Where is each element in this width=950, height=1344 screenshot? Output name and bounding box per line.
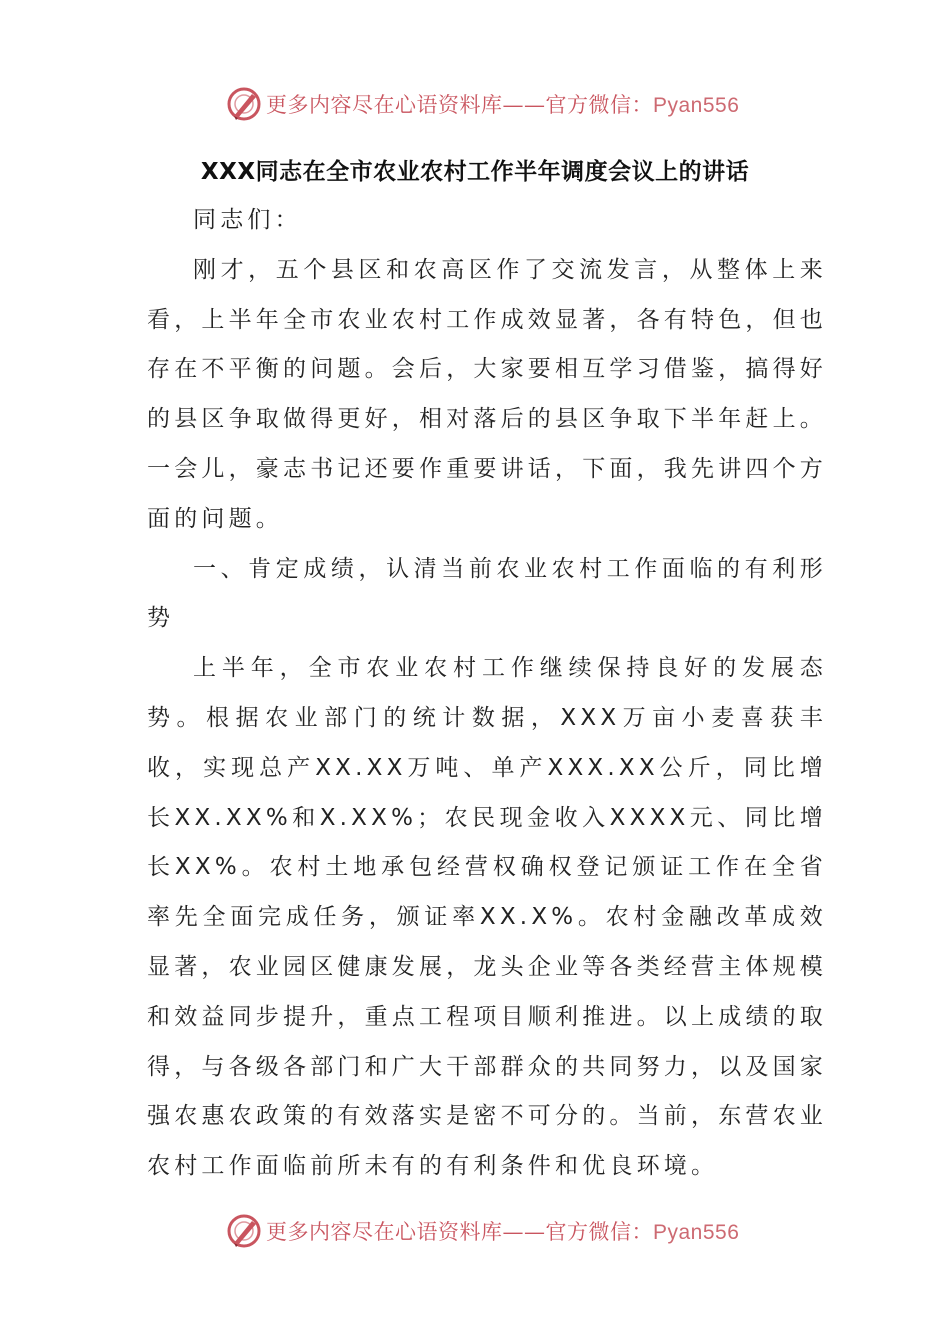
document-body xyxy=(147,196,827,1192)
banner-prefix: 更多内容尽在心语资料库——官方微信： xyxy=(266,93,653,117)
pen-logo-icon xyxy=(226,86,262,122)
salutation: 同志们： xyxy=(193,207,302,233)
banner-text xyxy=(266,89,739,119)
wechat-account: Pyan556 xyxy=(653,1221,740,1244)
banner-text xyxy=(266,1216,739,1246)
paragraph-intro: 刚才，五个县区和农高区作了交流发言，从整体上来看，上半年全市农业农村工作成效显著，各有特色，但也存在不平衡的问题。会后，大家要相互学习借鉴，搞得好的县区争取做得更好，相对落后的县区争取下半年赶上。一会儿，豪志书记还要作重要讲话，下面，我先讲四个方面的问题。 xyxy=(147,256,827,532)
pen-logo-icon xyxy=(226,1213,262,1249)
wechat-account: Pyan556 xyxy=(653,94,740,117)
footer-banner xyxy=(226,1211,739,1251)
banner-prefix: 更多内容尽在心语资料库——官方微信： xyxy=(266,1220,653,1244)
paragraph-achievements: 上半年，全市农业农村工作继续保持良好的发展态势。根据农业部门的统计数据，XXX万亩小麦喜获丰收，实现总产XX.XX万吨、单产XXX.XX公斤，同比增长XX.XX%和X.XX%；农民现金收入XXXX元、同比增长XX%。农村土地承包经营权确权登记颁证工作在全省率先全面完成任务，颁证率XX.X%。农村金融改革成效显著，农业园区健康发展，龙头企业等各类经营主体规模和效益同步提升，重点工程项目顺利推进。以上成绩的取得，与各级各部门和广大干部群众的共同努力，以及国家强农惠农政策的有效落实是密不可分的。当前，东营农业农村工作面临前所未有的有利条件和优良环境。 xyxy=(147,655,827,1180)
document-title: XXX同志在全市农业农村工作半年调度会议上的讲话 xyxy=(200,159,750,185)
header-banner xyxy=(226,84,739,124)
section-heading: 一、肯定成绩，认清当前农业农村工作面临的有利形势 xyxy=(147,555,827,632)
